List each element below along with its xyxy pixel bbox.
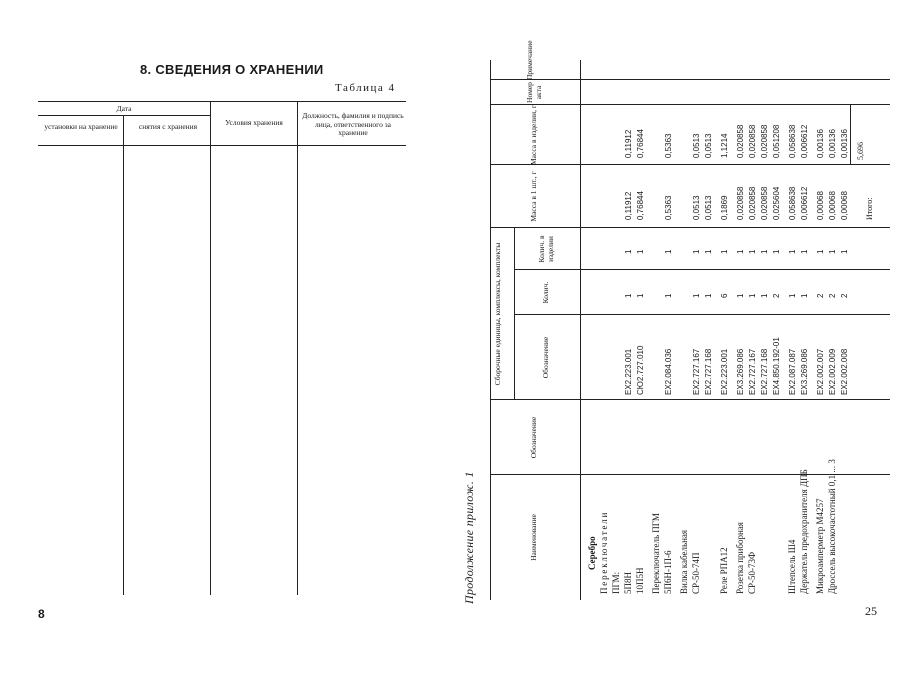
total-value: 5,696: [856, 142, 865, 160]
row-name: Переключатели: [599, 510, 609, 594]
row-designation: ЕХ2.223.001: [624, 348, 633, 395]
row-mass-in-product: 0,00136: [840, 129, 849, 158]
row-name: 5П8Н: [623, 572, 633, 594]
row-qty: 1: [704, 293, 713, 298]
row-qty-in-product: 1: [788, 249, 797, 254]
table-label: Таблица 4: [335, 82, 396, 94]
row-qty: 6: [720, 293, 729, 298]
row-mass-per-unit: 0,020858: [760, 186, 769, 220]
header-install: установки на хранение: [44, 122, 118, 131]
row-mass-in-product: 0,11912: [624, 129, 633, 158]
row-mass-in-product: 0,020858: [736, 124, 745, 158]
row-designation: ЕХ2.002.007: [816, 348, 825, 395]
row-qty-in-product: 1: [748, 249, 757, 254]
row-qty: 1: [788, 293, 797, 298]
row-name: Реле РПА12: [719, 547, 729, 594]
section-title: 8. СВЕДЕНИЯ О ХРАНЕНИИ: [140, 62, 324, 77]
header-remove: снятия с хранения: [138, 122, 198, 131]
row-qty-in-product: 1: [624, 249, 633, 254]
row-designation: ЕХ2.223.001: [720, 348, 729, 395]
row-mass-per-unit: 0,0513: [704, 195, 713, 220]
row-mass-per-unit: 0,006612: [800, 186, 809, 220]
header-notes: Примечание: [525, 40, 534, 80]
header-mass-per-unit: Масса в 1 шт., г: [529, 171, 538, 222]
row-name: Вилка кабельная: [679, 529, 689, 594]
header-mass-in-product: Масса в изделии, г: [529, 105, 538, 165]
row-designation: ЕХ2.727.168: [704, 348, 713, 395]
page-number-right: 25: [865, 604, 877, 618]
row-qty: 1: [636, 293, 645, 298]
continuation-label: Продолжение прилож. 1: [462, 471, 476, 604]
row-qty: 1: [736, 293, 745, 298]
row-mass-in-product: 0,5363: [664, 133, 673, 158]
row-qty: 1: [748, 293, 757, 298]
row-mass-in-product: 0,0513: [704, 133, 713, 158]
row-designation: ЕХ2.727.167: [692, 348, 701, 395]
row-mass-per-unit: 0,00068: [840, 191, 849, 220]
header-assembly-group: Сборочные единицы, комплексы, комплекты: [493, 242, 502, 386]
row-mass-per-unit: 0,020858: [736, 186, 745, 220]
row-qty-in-product: 1: [828, 249, 837, 254]
row-qty: 1: [760, 293, 769, 298]
row-qty-in-product: 1: [692, 249, 701, 254]
row-mass-per-unit: 0,020858: [748, 186, 757, 220]
row-qty-in-product: 1: [840, 249, 849, 254]
row-name: Переключатель ПГМ: [651, 513, 661, 594]
row-mass-in-product: 0,058638: [788, 124, 797, 158]
row-name: Серебро: [587, 536, 597, 570]
row-name: Розетка приборная: [735, 522, 745, 594]
header-name: Наименование: [529, 514, 538, 561]
header-designation: Обозначение: [529, 416, 538, 459]
row-name: СР-50-73Ф: [747, 551, 757, 594]
header-conditions: Условия хранения: [225, 118, 283, 127]
row-designation: ЕХ3.269.086: [736, 348, 745, 395]
row-name: 10П5Н: [635, 567, 645, 594]
row-mass-per-unit: 0,025604: [772, 186, 781, 220]
row-name: Дроссель высокочастотный 0,1 ... 3: [827, 459, 837, 594]
row-qty: 2: [840, 293, 849, 298]
row-name: Штепсель Ш4: [787, 539, 797, 594]
row-qty: 1: [800, 293, 809, 298]
row-qty-in-product: 1: [636, 249, 645, 254]
row-name: 5П6Н-1П-6: [663, 550, 673, 594]
row-designation: ЕХ2.002.008: [840, 348, 849, 395]
row-qty-in-product: 1: [816, 249, 825, 254]
header-qty: Колич.: [541, 281, 550, 304]
row-designation: ЕХ3.269.086: [800, 348, 809, 395]
row-name: Микроамперметр М4257: [815, 498, 825, 594]
page-number-left: 8: [38, 607, 45, 621]
row-mass-in-product: 0,020858: [748, 124, 757, 158]
row-mass-in-product: 0,006612: [800, 124, 809, 158]
header-act-number: Номер акта: [525, 82, 543, 103]
row-mass-per-unit: 0,11912: [624, 191, 633, 220]
row-qty-in-product: 1: [664, 249, 673, 254]
row-mass-per-unit: 0,00068: [828, 191, 837, 220]
row-name: Держатель предохранителя ДПБ: [799, 469, 809, 594]
row-qty: 2: [828, 293, 837, 298]
row-designation: ЕХ2.084.036: [664, 348, 673, 395]
row-mass-in-product: 0,020858: [760, 124, 769, 158]
row-designation: ЕХ2.002.009: [828, 348, 837, 395]
row-mass-in-product: 0,00136: [816, 129, 825, 158]
row-designation: СЮ2.727.010: [636, 345, 645, 395]
row-qty: 1: [624, 293, 633, 298]
row-qty: 2: [772, 293, 781, 298]
row-mass-per-unit: 0,1869: [720, 195, 729, 220]
header-qty-in-product: Колич. в изделии: [537, 235, 555, 263]
row-qty-in-product: 1: [704, 249, 713, 254]
row-mass-in-product: 0,051208: [772, 124, 781, 158]
row-mass-per-unit: 0,0513: [692, 195, 701, 220]
rotated-appendix-table: [462, 40, 890, 604]
row-mass-per-unit: 0,058638: [788, 186, 797, 220]
row-mass-in-product: 0,00136: [828, 129, 837, 158]
row-qty-in-product: 1: [800, 249, 809, 254]
row-mass-in-product: 0,76844: [636, 129, 645, 158]
row-qty-in-product: 1: [720, 249, 729, 254]
header-responsible: Должность, фамилия и подпись лица, ответственного за хранение: [302, 111, 404, 137]
row-qty-in-product: 1: [772, 249, 781, 254]
row-qty: 2: [816, 293, 825, 298]
row-designation: ЕХ2.727.168: [760, 348, 769, 395]
row-designation: ЕХ2.087.087: [788, 348, 797, 395]
row-qty-in-product: 1: [760, 249, 769, 254]
row-mass-per-unit: 0,00068: [816, 191, 825, 220]
row-name: СР-50-74П: [691, 552, 701, 594]
row-mass-in-product: 0,0513: [692, 133, 701, 158]
row-qty: 1: [692, 293, 701, 298]
row-designation: ЕХ2.727.167: [748, 348, 757, 395]
row-designation: ЕХ4.850.192-01: [772, 337, 781, 395]
header-assembly-designation: Обозначение: [541, 336, 550, 379]
row-qty: 1: [664, 293, 673, 298]
row-mass-per-unit: 0,76844: [636, 191, 645, 220]
row-mass-in-product: 1,1214: [720, 133, 729, 158]
header-date: Дата: [116, 104, 132, 113]
row-mass-per-unit: 0,5363: [664, 195, 673, 220]
row-qty-in-product: 1: [736, 249, 745, 254]
row-name: ПГМ:: [611, 571, 621, 594]
total-label: Итого:: [865, 197, 874, 220]
